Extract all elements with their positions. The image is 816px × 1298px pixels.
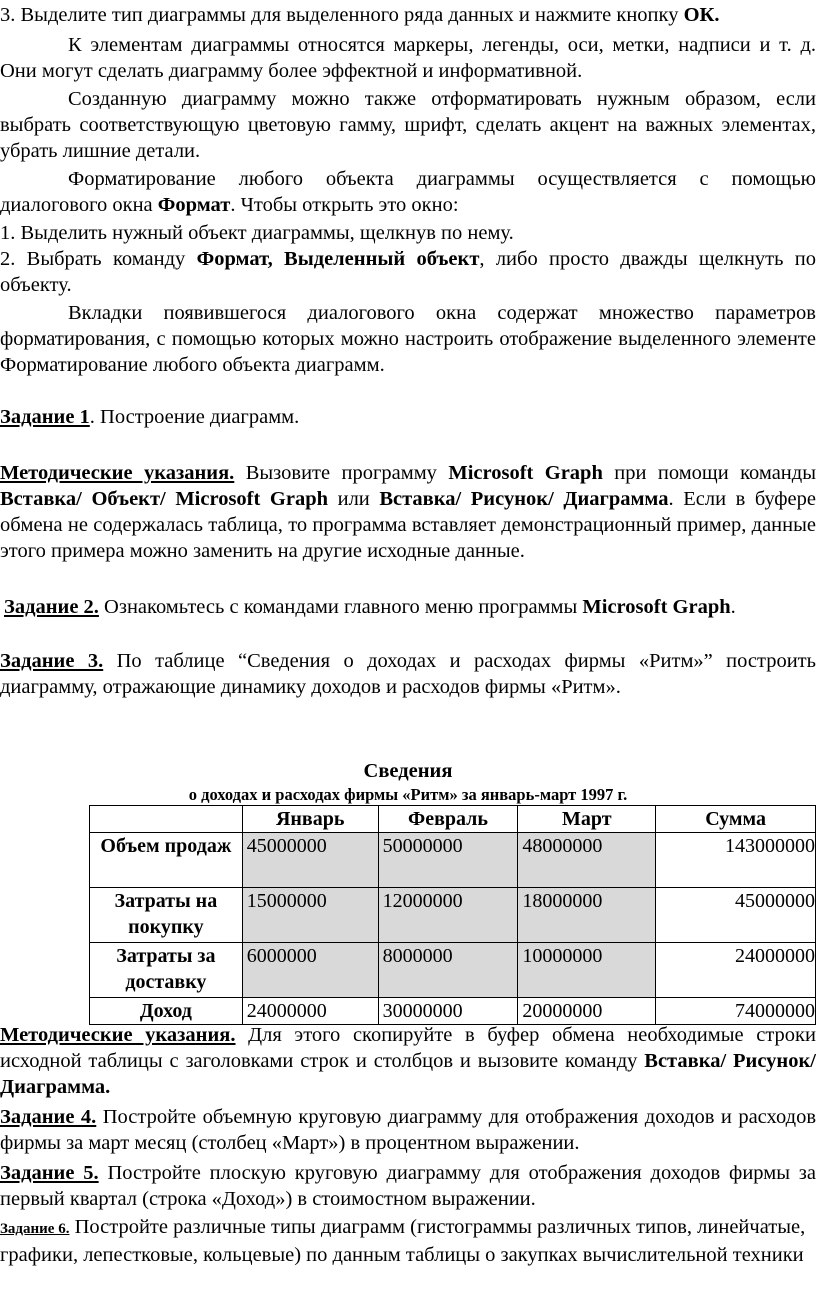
task-3-label: Задание 3. [0,650,104,672]
task-5-text: Постройте плоскую круговую диаграмму для отображения доходов фирмы за первый квартал (строка «Доход») в стоимостном выражении. [0,1162,816,1210]
step-2-format-command [0,246,816,298]
insert-object-command: Вставка/ Объект/ Microsoft Graph [0,488,329,510]
ms-graph-name: Microsoft Graph [448,462,603,484]
method-1-text-c: или [328,488,380,510]
table-cell: 24000000 [242,998,378,1025]
ms-graph-name-2: Microsoft Graph [582,596,731,618]
sum-cell: 45000000 [656,888,816,943]
table-cell: 20000000 [518,998,656,1025]
step-3-text: 3. Выделите тип диаграммы для выделенного ряда данных и нажмите кнопку [0,4,684,26]
insert-picture-chart-command: Вставка/ Рисунок/ Диаграмма [379,488,669,510]
format-dialog-name: Формат [157,194,231,216]
method-1-text-b: при помощи команды [602,462,816,484]
ok-button-reference: ОК. [683,4,720,26]
table-header-cell: Февраль [378,806,518,833]
task-6-paragraph [0,1214,816,1268]
step-1-select-object: 1. Выделить нужный объект диаграммы, щелкнув по нему. [0,222,514,244]
method-2-text: Для этого скопируйте в буфер обмена необходимые строки исходной таблицы с заголовками строк и столбцов и вызовите команду [0,1024,816,1072]
table-cell: 50000000 [378,833,518,888]
sum-cell: 24000000 [656,943,816,998]
table-header-cell: Сумма [656,806,816,833]
table-row [90,943,816,998]
chart-elements-paragraph: К элементам диаграммы относятся маркеры, легенды, оси, метки, надписи и т. д. Они могут сделать диаграмму более эффектной и информативной. [0,34,816,82]
method-1-label: Методические указания. [0,462,235,484]
table-cell: 6000000 [242,943,378,998]
step-2-text: 2. Выбрать команду [0,248,197,270]
task-2-text: Ознакомьтесь с командами главного меню программы [98,596,583,618]
task-1-label: Задание 1 [0,406,90,428]
method-2-label: Методические указания. [0,1024,236,1046]
formatting-paragraph: Созданную диаграмму можно также отформатировать нужным образом, если выбрать соответствующую цветовую гамму, шрифт, сделать акцент на важных элементах, убрать лишние детали. [0,88,816,162]
table-header-row [90,806,816,833]
table-row [90,833,816,888]
row-header: Затраты на покупку [90,888,243,943]
method-instructions-1 [0,460,816,564]
table-cell: 8000000 [378,943,518,998]
row-header: Затраты за доставку [90,943,243,998]
table-cell: 12000000 [378,888,518,943]
task-5-paragraph [0,1160,816,1212]
table-subtitle: о доходах и расходах фирмы «Ритм» за январь-март 1997 г. [188,785,628,804]
format-dialog-text-end: . Чтобы открыть это окно: [230,194,459,216]
method-1-text-d: . Если в буфере обмена не содержалась таблица, то программа вставляет демонстрационный пример, данные этого примера можно заменить на другие исходные данные. [0,488,816,562]
table-cell: 18000000 [518,888,656,943]
format-selected-object-command: Формат, Выделенный объект [196,248,480,270]
task-2-label: Задание 2. [4,596,99,618]
task-6-text: Постройте различные типы диаграмм (гистограммы различных типов, линейчатые, графики, лепестковые, кольцевые) по данным таблицы о закупках вычислительной техники [0,1216,806,1266]
method-1-text-a: Вызовите программу [234,462,449,484]
task-6-label: Задание 6. [0,1221,70,1237]
task-4-label: Задание 4. [0,1106,97,1128]
table-header-cell [90,806,243,833]
task-1-text: . Построение диаграмм. [89,406,300,428]
table-cell: 10000000 [518,943,656,998]
dialog-tabs-paragraph: Вкладки появившегося диалогового окна содержат множество параметров форматирования, с помощью которых можно настроить отображение выделенного элементе Форматирование любого объекта диаграмм. [0,302,816,376]
step-2-text-end: , либо просто дважды щелкнуть по объекту. [0,248,816,296]
task-2-text-end: . [730,596,736,618]
insert-chart-command: Вставка/ Рисунок/ Диаграмма. [0,1050,816,1098]
format-dialog-paragraph [0,166,816,218]
table-cell: 30000000 [378,998,518,1025]
task-5-label: Задание 5. [0,1162,99,1184]
table-row [90,998,816,1025]
revenue-expense-table [89,805,816,1025]
task-4-text: Постройте объемную круговую диаграмму для отображения доходов и расходов фирмы за март месяц (столбец «Март») в процентном выражении. [0,1106,816,1154]
table-header-cell: Март [518,806,656,833]
table-header-cell: Январь [242,806,378,833]
sum-cell: 143000000 [656,833,816,888]
task-2-paragraph [0,594,816,620]
table-cell: 15000000 [242,888,378,943]
step-3-paragraph [0,2,816,28]
task-3-paragraph [0,648,816,700]
sum-cell: 74000000 [656,998,816,1025]
table-title: Сведения [363,760,453,782]
task-4-paragraph [0,1104,816,1156]
row-header: Объем продаж [90,833,243,888]
table-cell: 48000000 [518,833,656,888]
task-3-text: По таблице “Сведения о доходах и расходах фирмы «Ритм»” построить диаграмму, отражающие динамику доходов и расходов фирмы «Ритм». [0,650,816,698]
task-1-heading [0,404,816,430]
method-instructions-2 [0,1022,816,1100]
row-header: Доход [90,998,243,1025]
format-dialog-text: Форматирование любого объекта диаграммы осуществляется с помощью диалогового окна [0,168,816,216]
table-row [90,888,816,943]
table-cell: 45000000 [242,833,378,888]
